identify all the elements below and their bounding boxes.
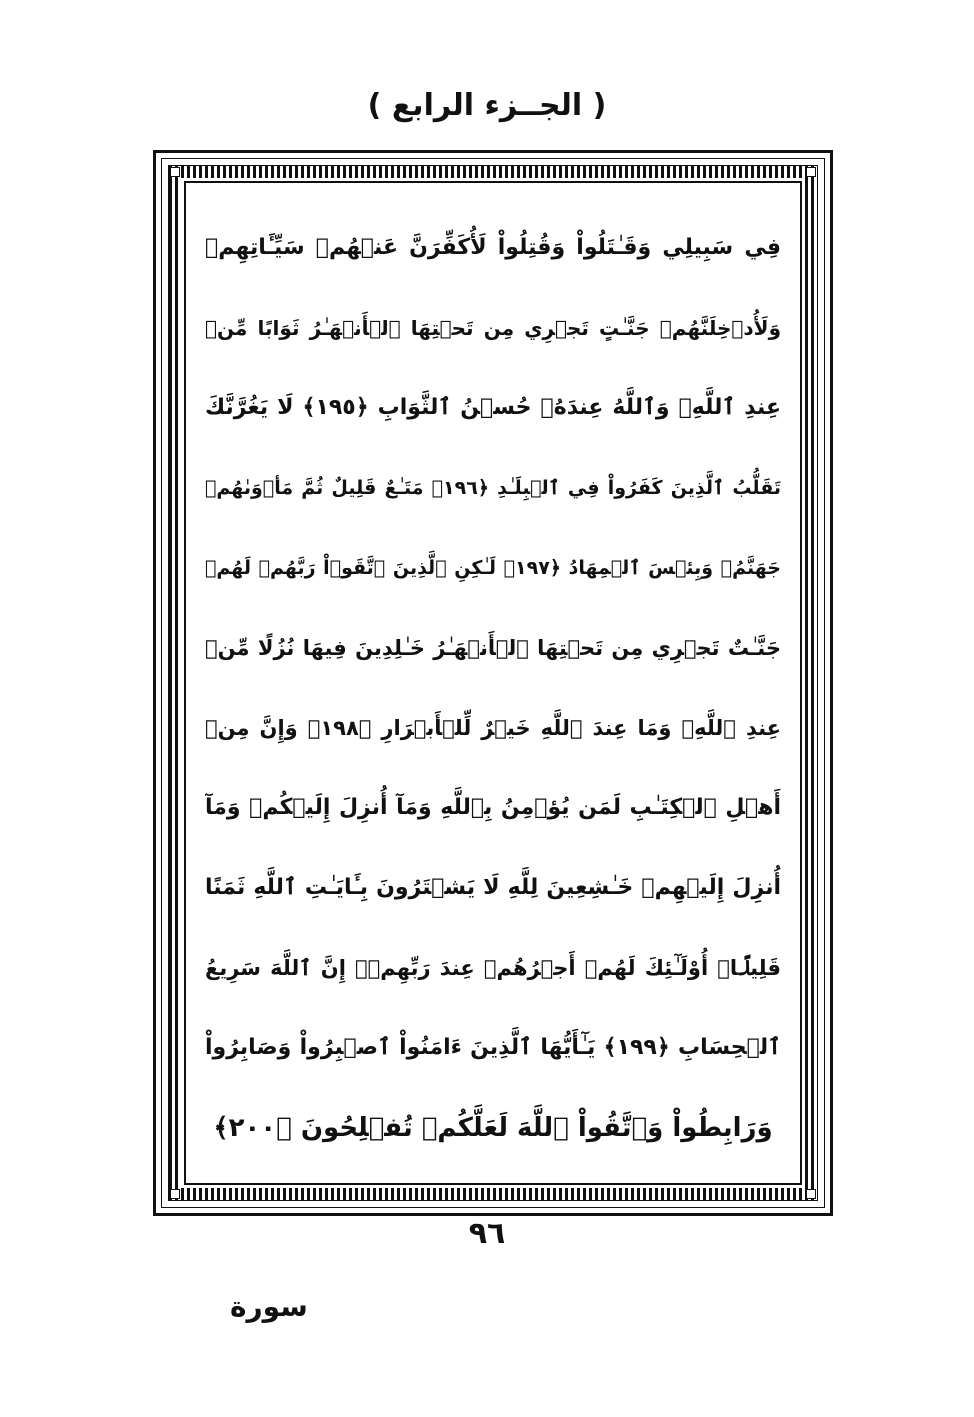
verse-line: أُنزِلَ إِلَيۡهِمۡ خَـٰشِعِينَ لِلَّهِ لَا يَشۡتَرُونَ بِـَٔايَـٰتِ ٱللَّهِ ثَمَنًا: [205, 875, 781, 900]
verse-line: جَهَنَّمُۖ وَبِئۡسَ ٱلۡمِهَادُ ﴿١٩٧﴾ لَـٰكِنِ ٱلَّذِينَ ٱتَّقَوۡاْ رَبَّهُمۡ لَهُمۡ: [205, 557, 781, 579]
corner-ornament: [170, 1189, 180, 1199]
verse-line: جَنَّـٰتٌ تَجۡرِي مِن تَحۡتِهَا ٱلۡأَنۡهَـٰرُ خَـٰلِدِينَ فِيهَا نُزُلًا مِّنۡ: [205, 636, 781, 660]
catchword: سورة: [230, 1290, 308, 1323]
verse-line: عِندِ ٱللَّهِۚ وَٱللَّهُ عِندَهُۥ حُسۡنُ ٱلثَّوَابِ ﴿١٩٥﴾ لَا يَغُرَّنَّكَ: [205, 395, 781, 420]
corner-ornament: [170, 167, 180, 177]
verse-line: أَهۡلِ ٱلۡكِتَـٰبِ لَمَن يُؤۡمِنُ بِٱللَّهِ وَمَآ أُنزِلَ إِلَيۡكُمۡ وَمَآ: [205, 795, 781, 820]
verse-line: وَلَأُدۡخِلَنَّهُمۡ جَنَّـٰتٍ تَجۡرِي مِن تَحۡتِهَا ٱلۡأَنۡهَـٰرُ ثَوَابًا مِّنۡ: [205, 316, 781, 340]
verse-line: تَقَلُّبُ ٱلَّذِينَ كَفَرُواْ فِي ٱلۡبِلَـٰدِ ﴿١٩٦﴾ مَتَـٰعٌ قَلِيلٌ ثُمَّ مَأۡوَىٰهُمۡ: [205, 477, 781, 499]
corner-ornament: [806, 167, 816, 177]
verse-line: فِي سَبِيلِي وَقَـٰتَلُواْ وَقُتِلُواْ لَأُكَفِّرَنَّ عَنۡهُمۡ سَيِّـَٔاتِهِمۡ: [205, 235, 781, 260]
verse-line: ٱلۡحِسَابِ ﴿١٩٩﴾ يَـٰٓأَيُّهَا ٱلَّذِينَ ءَامَنُواْ ٱصۡبِرُواْ وَصَابِرُواْ: [205, 1035, 781, 1060]
corner-ornament: [806, 1189, 816, 1199]
verse-line: وَرَابِطُواْ وَٱتَّقُواْ ٱللَّهَ لَعَلَّكُمۡ تُفۡلِحُونَ ﴿٢٠٠﴾: [213, 1113, 773, 1143]
quran-text: [205, 208, 781, 1168]
verse-line: عِندِ ٱللَّهِۗ وَمَا عِندَ ٱللَّهِ خَيۡرٌ لِّلۡأَبۡرَارِ ﴿١٩٨﴾ وَإِنَّ مِنۡ: [205, 716, 781, 740]
juz-header: ( الجــزء الرابع ): [367, 88, 607, 123]
page-number: ٩٦: [468, 1216, 506, 1251]
verse-line: قَلِيلًاۚ أُوْلَـٰٓئِكَ لَهُمۡ أَجۡرُهُمۡ عِندَ رَبِّهِمۡۗ إِنَّ ٱللَّهَ سَرِيعُ: [205, 956, 781, 980]
